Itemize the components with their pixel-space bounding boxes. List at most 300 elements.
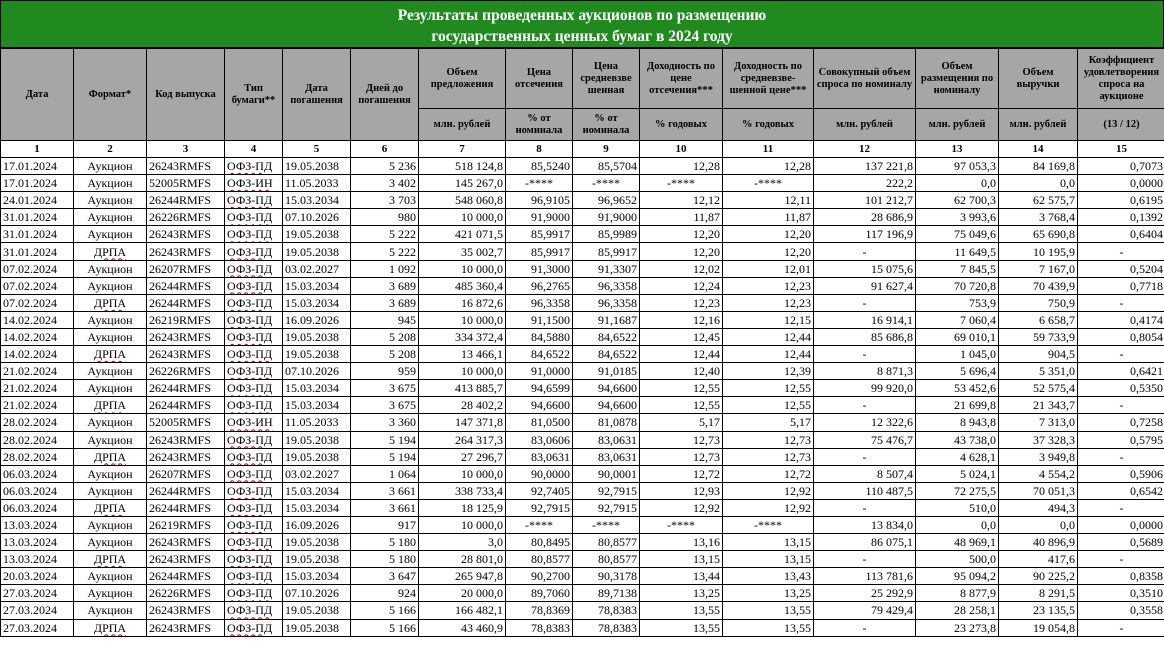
cell-demand[interactable]: 16 914,1 (814, 311, 916, 328)
cell-cutoff-yield[interactable]: 12,24 (640, 277, 723, 294)
cell-avg-price[interactable]: 90,3178 (573, 568, 640, 585)
cell-format[interactable]: Аукцион (74, 585, 147, 602)
cell-date[interactable]: 06.03.2024 (1, 482, 74, 499)
cell-days[interactable]: 980 (351, 209, 419, 226)
cell-offer[interactable]: 10 000,0 (419, 311, 506, 328)
cell-demand[interactable]: - (814, 294, 916, 311)
cell-revenue[interactable]: 84 169,8 (999, 158, 1078, 175)
cell-type[interactable] (225, 158, 283, 175)
cell-format[interactable]: Аукцион (74, 516, 147, 533)
cell-offer[interactable]: 28 801,0 (419, 551, 506, 568)
cell-code[interactable]: 26207RMFS (147, 465, 225, 482)
cell-code[interactable]: 26244RMFS (147, 499, 225, 516)
cell-type[interactable] (225, 346, 283, 363)
cell-coefficient[interactable]: 0,3510 (1078, 585, 1164, 602)
cell-cutoff-yield[interactable]: 12,92 (640, 499, 723, 516)
cell-code[interactable]: 26244RMFS (147, 192, 225, 209)
cell-coefficient[interactable]: 0,8358 (1078, 568, 1164, 585)
cell-revenue[interactable]: 19 054,8 (999, 619, 1078, 636)
cell-coefficient[interactable]: - (1078, 346, 1164, 363)
cell-placed[interactable]: 28 258,1 (916, 602, 999, 619)
cell-offer[interactable]: 485 360,4 (419, 277, 506, 294)
cell-maturity[interactable]: 16.09.2026 (283, 516, 351, 533)
cell-format[interactable] (74, 551, 147, 568)
cell-offer[interactable]: 35 002,7 (419, 243, 506, 260)
cell-coefficient[interactable]: 0,4174 (1078, 311, 1164, 328)
cell-maturity[interactable]: 19.05.2038 (283, 226, 351, 243)
cell-format[interactable] (74, 346, 147, 363)
cell-placed[interactable]: 8 943,8 (916, 414, 999, 431)
cell-avg-price[interactable]: 83,0631 (573, 431, 640, 448)
cell-coefficient[interactable]: 0,7718 (1078, 277, 1164, 294)
cell-cutoff-yield[interactable]: 12,20 (640, 243, 723, 260)
cell-demand[interactable]: 15 075,6 (814, 260, 916, 277)
cell-code[interactable]: 26244RMFS (147, 277, 225, 294)
cell-avg-price[interactable]: 78,8383 (573, 619, 640, 636)
cell-coefficient[interactable]: - (1078, 243, 1164, 260)
cell-coefficient[interactable]: 0,6404 (1078, 226, 1164, 243)
cell-type[interactable] (225, 209, 283, 226)
cell-maturity[interactable]: 19.05.2038 (283, 551, 351, 568)
cell-placed[interactable]: 97 053,3 (916, 158, 999, 175)
cell-placed[interactable]: 7 845,5 (916, 260, 999, 277)
cell-cutoff-yield[interactable]: -**** (640, 516, 723, 533)
cell-offer[interactable]: 334 372,4 (419, 328, 506, 345)
cell-code[interactable]: 26243RMFS (147, 226, 225, 243)
cell-avg-yield[interactable]: 12,92 (723, 482, 814, 499)
cell-date[interactable]: 14.02.2024 (1, 311, 74, 328)
cell-maturity[interactable]: 15.03.2034 (283, 192, 351, 209)
cell-demand[interactable]: - (814, 499, 916, 516)
cell-coefficient[interactable]: - (1078, 499, 1164, 516)
cell-revenue[interactable]: 65 690,8 (999, 226, 1078, 243)
cell-avg-yield[interactable]: 13,25 (723, 585, 814, 602)
cell-revenue[interactable]: 7 167,0 (999, 260, 1078, 277)
cell-avg-price[interactable]: -**** (573, 175, 640, 192)
cell-placed[interactable]: 21 699,8 (916, 397, 999, 414)
cell-date[interactable]: 21.02.2024 (1, 397, 74, 414)
cell-format[interactable]: Аукцион (74, 260, 147, 277)
cell-days[interactable]: 3 360 (351, 414, 419, 431)
cell-offer[interactable]: 13 466,1 (419, 346, 506, 363)
cell-format[interactable]: Аукцион (74, 482, 147, 499)
cell-type[interactable] (225, 499, 283, 516)
cell-cutoff-price[interactable]: 83,0606 (506, 431, 573, 448)
cell-code[interactable]: 26244RMFS (147, 380, 225, 397)
cell-maturity[interactable]: 19.05.2038 (283, 619, 351, 636)
cell-cutoff-yield[interactable]: 12,55 (640, 380, 723, 397)
cell-days[interactable]: 924 (351, 585, 419, 602)
cell-demand[interactable]: - (814, 619, 916, 636)
cell-coefficient[interactable]: - (1078, 551, 1164, 568)
cell-demand[interactable]: - (814, 346, 916, 363)
cell-type[interactable] (225, 277, 283, 294)
cell-type[interactable] (225, 431, 283, 448)
cell-revenue[interactable]: 70 439,9 (999, 277, 1078, 294)
cell-avg-price[interactable]: 81,0878 (573, 414, 640, 431)
cell-coefficient[interactable]: 0,7073 (1078, 158, 1164, 175)
cell-type[interactable] (225, 397, 283, 414)
cell-avg-price[interactable]: 85,9917 (573, 243, 640, 260)
cell-avg-price[interactable]: 83,0631 (573, 448, 640, 465)
cell-code[interactable]: 26243RMFS (147, 346, 225, 363)
cell-date[interactable]: 28.02.2024 (1, 414, 74, 431)
cell-days[interactable]: 1 064 (351, 465, 419, 482)
cell-avg-price[interactable]: 96,3358 (573, 277, 640, 294)
cell-type[interactable] (225, 516, 283, 533)
cell-cutoff-yield[interactable]: 12,45 (640, 328, 723, 345)
cell-cutoff-yield[interactable]: 5,17 (640, 414, 723, 431)
cell-avg-yield[interactable]: 12,55 (723, 380, 814, 397)
cell-maturity[interactable]: 19.05.2038 (283, 448, 351, 465)
cell-cutoff-yield[interactable]: -**** (640, 175, 723, 192)
cell-date[interactable]: 21.02.2024 (1, 363, 74, 380)
cell-avg-price[interactable]: 92,7915 (573, 482, 640, 499)
cell-placed[interactable]: 753,9 (916, 294, 999, 311)
cell-coefficient[interactable]: 0,6421 (1078, 363, 1164, 380)
cell-revenue[interactable]: 0,0 (999, 175, 1078, 192)
cell-code[interactable]: 26244RMFS (147, 482, 225, 499)
cell-cutoff-price[interactable]: 84,5880 (506, 328, 573, 345)
cell-avg-yield[interactable]: 12,72 (723, 465, 814, 482)
cell-type[interactable] (225, 534, 283, 551)
cell-format[interactable]: Аукцион (74, 175, 147, 192)
cell-format[interactable]: Аукцион (74, 328, 147, 345)
cell-cutoff-yield[interactable]: 11,87 (640, 209, 723, 226)
cell-revenue[interactable]: 5 351,0 (999, 363, 1078, 380)
cell-offer[interactable]: 10 000,0 (419, 260, 506, 277)
cell-offer[interactable]: 18 125,9 (419, 499, 506, 516)
cell-days[interactable]: 3 675 (351, 397, 419, 414)
cell-avg-yield[interactable]: 12,28 (723, 158, 814, 175)
cell-placed[interactable]: 5 024,1 (916, 465, 999, 482)
cell-placed[interactable]: 8 877,9 (916, 585, 999, 602)
cell-maturity[interactable]: 19.05.2038 (283, 243, 351, 260)
cell-avg-yield[interactable]: 13,15 (723, 551, 814, 568)
cell-demand[interactable]: - (814, 551, 916, 568)
cell-avg-price[interactable]: 80,8577 (573, 534, 640, 551)
cell-revenue[interactable]: 21 343,7 (999, 397, 1078, 414)
cell-days[interactable]: 5 236 (351, 158, 419, 175)
cell-date[interactable]: 31.01.2024 (1, 209, 74, 226)
cell-demand[interactable]: - (814, 448, 916, 465)
cell-demand[interactable]: 85 686,8 (814, 328, 916, 345)
cell-revenue[interactable]: 417,6 (999, 551, 1078, 568)
cell-days[interactable]: 945 (351, 311, 419, 328)
cell-avg-yield[interactable]: 13,55 (723, 619, 814, 636)
cell-format[interactable]: Аукцион (74, 209, 147, 226)
cell-placed[interactable]: 11 649,5 (916, 243, 999, 260)
cell-format[interactable] (74, 448, 147, 465)
cell-code[interactable]: 52005RMFS (147, 414, 225, 431)
cell-maturity[interactable]: 03.02.2027 (283, 465, 351, 482)
cell-placed[interactable]: 75 049,6 (916, 226, 999, 243)
cell-cutoff-price[interactable]: 92,7915 (506, 499, 573, 516)
cell-revenue[interactable]: 23 135,5 (999, 602, 1078, 619)
cell-revenue[interactable]: 70 051,3 (999, 482, 1078, 499)
cell-code[interactable]: 26226RMFS (147, 585, 225, 602)
cell-date[interactable]: 07.02.2024 (1, 277, 74, 294)
cell-type[interactable] (225, 568, 283, 585)
cell-avg-price[interactable]: 89,7138 (573, 585, 640, 602)
cell-maturity[interactable]: 11.05.2033 (283, 414, 351, 431)
cell-revenue[interactable]: 6 658,7 (999, 311, 1078, 328)
cell-revenue[interactable]: 37 328,3 (999, 431, 1078, 448)
cell-avg-price[interactable]: 92,7915 (573, 499, 640, 516)
cell-cutoff-price[interactable]: 80,8495 (506, 534, 573, 551)
cell-code[interactable]: 26244RMFS (147, 568, 225, 585)
cell-cutoff-yield[interactable]: 12,23 (640, 294, 723, 311)
cell-demand[interactable]: 137 221,8 (814, 158, 916, 175)
cell-placed[interactable]: 62 700,3 (916, 192, 999, 209)
cell-date[interactable]: 28.02.2024 (1, 431, 74, 448)
cell-cutoff-price[interactable]: 96,3358 (506, 294, 573, 311)
cell-avg-price[interactable]: 91,0185 (573, 363, 640, 380)
cell-revenue[interactable]: 3 949,8 (999, 448, 1078, 465)
cell-avg-yield[interactable]: 13,55 (723, 602, 814, 619)
cell-cutoff-price[interactable]: 78,8369 (506, 602, 573, 619)
cell-cutoff-yield[interactable]: 12,16 (640, 311, 723, 328)
cell-avg-yield[interactable]: 12,44 (723, 346, 814, 363)
cell-coefficient[interactable]: 0,6195 (1078, 192, 1164, 209)
cell-maturity[interactable]: 19.05.2038 (283, 346, 351, 363)
cell-placed[interactable]: 510,0 (916, 499, 999, 516)
cell-coefficient[interactable]: 0,5906 (1078, 465, 1164, 482)
cell-code[interactable]: 26243RMFS (147, 551, 225, 568)
cell-avg-price[interactable]: 90,0001 (573, 465, 640, 482)
cell-revenue[interactable]: 59 733,9 (999, 328, 1078, 345)
cell-avg-yield[interactable]: 12,23 (723, 277, 814, 294)
cell-cutoff-yield[interactable]: 12,44 (640, 346, 723, 363)
cell-placed[interactable]: 0,0 (916, 516, 999, 533)
cell-days[interactable]: 3 675 (351, 380, 419, 397)
cell-maturity[interactable]: 19.05.2038 (283, 431, 351, 448)
cell-code[interactable]: 26243RMFS (147, 534, 225, 551)
cell-placed[interactable]: 4 628,1 (916, 448, 999, 465)
cell-format[interactable]: Аукцион (74, 602, 147, 619)
cell-date[interactable]: 27.03.2024 (1, 619, 74, 636)
cell-avg-price[interactable]: -**** (573, 516, 640, 533)
cell-avg-price[interactable]: 96,9652 (573, 192, 640, 209)
cell-demand[interactable]: - (814, 243, 916, 260)
cell-cutoff-price[interactable]: 96,9105 (506, 192, 573, 209)
cell-maturity[interactable]: 15.03.2034 (283, 499, 351, 516)
cell-code[interactable]: 26243RMFS (147, 328, 225, 345)
cell-maturity[interactable]: 07.10.2026 (283, 585, 351, 602)
cell-format[interactable]: Аукцион (74, 431, 147, 448)
cell-maturity[interactable]: 15.03.2034 (283, 482, 351, 499)
cell-avg-price[interactable]: 94,6600 (573, 380, 640, 397)
cell-coefficient[interactable]: 0,6542 (1078, 482, 1164, 499)
cell-demand[interactable]: 91 627,4 (814, 277, 916, 294)
cell-type[interactable] (225, 482, 283, 499)
cell-avg-yield[interactable]: 12,39 (723, 363, 814, 380)
cell-offer[interactable]: 166 482,1 (419, 602, 506, 619)
cell-avg-yield[interactable]: 12,44 (723, 328, 814, 345)
cell-days[interactable]: 3 689 (351, 294, 419, 311)
cell-avg-yield[interactable]: 13,43 (723, 568, 814, 585)
cell-code[interactable]: 26243RMFS (147, 243, 225, 260)
cell-date[interactable]: 06.03.2024 (1, 499, 74, 516)
cell-code[interactable]: 26243RMFS (147, 602, 225, 619)
cell-offer[interactable]: 10 000,0 (419, 516, 506, 533)
cell-maturity[interactable]: 07.10.2026 (283, 209, 351, 226)
cell-code[interactable]: 26226RMFS (147, 209, 225, 226)
cell-avg-price[interactable]: 94,6600 (573, 397, 640, 414)
cell-date[interactable]: 14.02.2024 (1, 346, 74, 363)
cell-coefficient[interactable]: 0,0000 (1078, 175, 1164, 192)
cell-date[interactable]: 13.03.2024 (1, 551, 74, 568)
cell-offer[interactable]: 421 071,5 (419, 226, 506, 243)
cell-avg-price[interactable]: 85,9989 (573, 226, 640, 243)
cell-coefficient[interactable]: 0,7258 (1078, 414, 1164, 431)
cell-avg-yield[interactable]: 12,20 (723, 243, 814, 260)
cell-format[interactable]: Аукцион (74, 380, 147, 397)
cell-avg-yield[interactable]: 12,55 (723, 397, 814, 414)
cell-coefficient[interactable]: - (1078, 448, 1164, 465)
cell-demand[interactable]: 99 920,0 (814, 380, 916, 397)
cell-cutoff-price[interactable]: 96,2765 (506, 277, 573, 294)
cell-revenue[interactable]: 52 575,4 (999, 380, 1078, 397)
cell-format[interactable]: Аукцион (74, 277, 147, 294)
cell-avg-price[interactable]: 96,3358 (573, 294, 640, 311)
cell-code[interactable]: 26244RMFS (147, 397, 225, 414)
cell-cutoff-price[interactable]: 91,1500 (506, 311, 573, 328)
cell-demand[interactable]: 8 507,4 (814, 465, 916, 482)
cell-offer[interactable]: 413 885,7 (419, 380, 506, 397)
cell-maturity[interactable]: 15.03.2034 (283, 294, 351, 311)
cell-format[interactable] (74, 397, 147, 414)
cell-revenue[interactable]: 40 896,9 (999, 534, 1078, 551)
cell-placed[interactable]: 69 010,1 (916, 328, 999, 345)
cell-format[interactable]: Аукцион (74, 311, 147, 328)
cell-offer[interactable]: 338 733,4 (419, 482, 506, 499)
cell-placed[interactable]: 72 275,5 (916, 482, 999, 499)
cell-maturity[interactable]: 15.03.2034 (283, 397, 351, 414)
cell-avg-yield[interactable]: 11,87 (723, 209, 814, 226)
cell-demand[interactable]: 79 429,4 (814, 602, 916, 619)
cell-offer[interactable]: 518 124,8 (419, 158, 506, 175)
cell-cutoff-price[interactable]: 85,9917 (506, 226, 573, 243)
cell-revenue[interactable]: 494,3 (999, 499, 1078, 516)
cell-date[interactable]: 21.02.2024 (1, 380, 74, 397)
cell-cutoff-yield[interactable]: 12,28 (640, 158, 723, 175)
cell-offer[interactable]: 10 000,0 (419, 465, 506, 482)
cell-offer[interactable]: 27 296,7 (419, 448, 506, 465)
cell-days[interactable]: 5 180 (351, 534, 419, 551)
cell-type[interactable] (225, 294, 283, 311)
cell-demand[interactable]: 25 292,9 (814, 585, 916, 602)
cell-avg-yield[interactable]: 12,92 (723, 499, 814, 516)
cell-days[interactable]: 5 222 (351, 243, 419, 260)
cell-revenue[interactable]: 750,9 (999, 294, 1078, 311)
cell-cutoff-yield[interactable]: 12,93 (640, 482, 723, 499)
cell-cutoff-price[interactable]: 85,9917 (506, 243, 573, 260)
cell-maturity[interactable]: 07.10.2026 (283, 363, 351, 380)
cell-offer[interactable]: 145 267,0 (419, 175, 506, 192)
cell-format[interactable]: Аукцион (74, 226, 147, 243)
cell-format[interactable] (74, 243, 147, 260)
cell-format[interactable]: Аукцион (74, 192, 147, 209)
cell-placed[interactable]: 95 094,2 (916, 568, 999, 585)
cell-revenue[interactable]: 90 225,2 (999, 568, 1078, 585)
cell-avg-yield[interactable]: 13,15 (723, 534, 814, 551)
cell-cutoff-price[interactable]: 94,6599 (506, 380, 573, 397)
cell-code[interactable]: 52005RMFS (147, 175, 225, 192)
cell-maturity[interactable]: 15.03.2034 (283, 568, 351, 585)
cell-date[interactable]: 13.03.2024 (1, 534, 74, 551)
cell-offer[interactable]: 16 872,6 (419, 294, 506, 311)
cell-maturity[interactable]: 15.03.2034 (283, 277, 351, 294)
cell-date[interactable]: 24.01.2024 (1, 192, 74, 209)
cell-revenue[interactable]: 3 768,4 (999, 209, 1078, 226)
cell-code[interactable]: 26243RMFS (147, 431, 225, 448)
cell-type[interactable] (225, 328, 283, 345)
cell-avg-yield[interactable]: 12,01 (723, 260, 814, 277)
cell-coefficient[interactable]: 0,5350 (1078, 380, 1164, 397)
cell-cutoff-yield[interactable]: 13,55 (640, 602, 723, 619)
cell-coefficient[interactable]: 0,0000 (1078, 516, 1164, 533)
cell-date[interactable]: 28.02.2024 (1, 448, 74, 465)
cell-days[interactable]: 3 661 (351, 482, 419, 499)
cell-demand[interactable]: 8 871,3 (814, 363, 916, 380)
cell-cutoff-price[interactable]: 91,0000 (506, 363, 573, 380)
cell-cutoff-price[interactable]: 78,8383 (506, 619, 573, 636)
cell-avg-price[interactable]: 91,1687 (573, 311, 640, 328)
cell-type[interactable] (225, 585, 283, 602)
cell-avg-yield[interactable]: 12,23 (723, 294, 814, 311)
cell-offer[interactable]: 147 371,8 (419, 414, 506, 431)
cell-placed[interactable]: 23 273,8 (916, 619, 999, 636)
cell-days[interactable]: 5 194 (351, 431, 419, 448)
cell-date[interactable]: 06.03.2024 (1, 465, 74, 482)
cell-coefficient[interactable]: 0,5795 (1078, 431, 1164, 448)
cell-days[interactable]: 3 703 (351, 192, 419, 209)
cell-cutoff-yield[interactable]: 12,73 (640, 431, 723, 448)
cell-placed[interactable]: 53 452,6 (916, 380, 999, 397)
cell-revenue[interactable]: 62 575,7 (999, 192, 1078, 209)
cell-avg-yield[interactable]: -**** (723, 516, 814, 533)
cell-cutoff-price[interactable]: 90,0000 (506, 465, 573, 482)
cell-avg-price[interactable]: 91,9000 (573, 209, 640, 226)
cell-type[interactable] (225, 363, 283, 380)
cell-offer[interactable]: 28 402,2 (419, 397, 506, 414)
cell-revenue[interactable]: 0,0 (999, 516, 1078, 533)
cell-cutoff-price[interactable]: -**** (506, 175, 573, 192)
cell-code[interactable]: 26207RMFS (147, 260, 225, 277)
cell-days[interactable]: 5 166 (351, 619, 419, 636)
cell-format[interactable] (74, 294, 147, 311)
cell-cutoff-yield[interactable]: 12,72 (640, 465, 723, 482)
cell-offer[interactable]: 265 947,8 (419, 568, 506, 585)
cell-cutoff-yield[interactable]: 12,20 (640, 226, 723, 243)
cell-cutoff-yield[interactable]: 12,12 (640, 192, 723, 209)
cell-coefficient[interactable]: 0,8054 (1078, 328, 1164, 345)
cell-avg-price[interactable]: 85,5704 (573, 158, 640, 175)
cell-demand[interactable]: 101 212,7 (814, 192, 916, 209)
cell-revenue[interactable]: 7 313,0 (999, 414, 1078, 431)
cell-offer[interactable]: 548 060,8 (419, 192, 506, 209)
cell-placed[interactable]: 500,0 (916, 551, 999, 568)
cell-format[interactable]: Аукцион (74, 414, 147, 431)
cell-days[interactable]: 3 661 (351, 499, 419, 516)
cell-date[interactable]: 13.03.2024 (1, 516, 74, 533)
cell-days[interactable]: 1 092 (351, 260, 419, 277)
cell-type[interactable] (225, 602, 283, 619)
cell-demand[interactable]: 28 686,9 (814, 209, 916, 226)
cell-days[interactable]: 5 208 (351, 328, 419, 345)
cell-cutoff-price[interactable]: 85,5240 (506, 158, 573, 175)
